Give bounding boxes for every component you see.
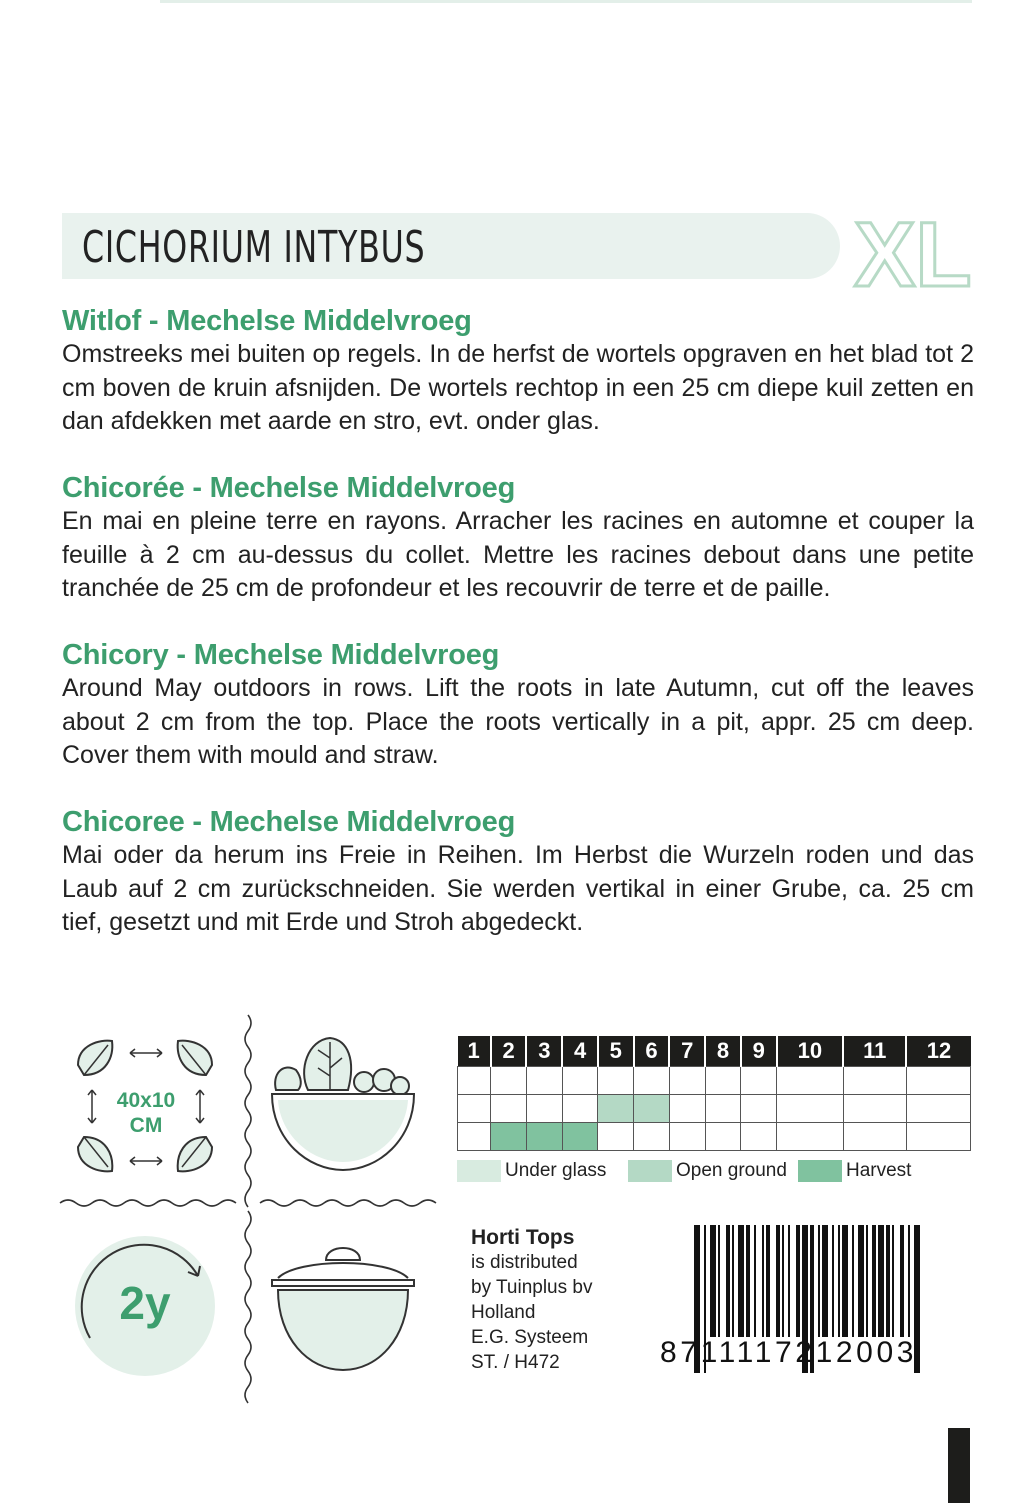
section-body: Omstreeks mei buiten op regels. In de herfst de wortels opgraven en het blad tot 2 cm boven de kruin afsnijden. De wortels rechtop in een 25 cm diepe kuil zetten en dan afdekken met aarde en stro, evt. onder glas.	[62, 340, 974, 435]
barcode-bar	[762, 1225, 764, 1337]
barcode-bar	[838, 1225, 840, 1337]
calendar-cell	[741, 1094, 777, 1122]
salad-bowl-icon	[268, 1030, 418, 1180]
month-header: 5	[598, 1036, 634, 1066]
month-header: 6	[634, 1036, 670, 1066]
barcode-bar	[872, 1225, 876, 1337]
calendar-cell	[634, 1122, 670, 1150]
calendar-cell	[458, 1122, 491, 1150]
legend-label: Harvest	[846, 1160, 912, 1181]
calendar-cell	[777, 1066, 843, 1094]
calendar-cell	[458, 1094, 491, 1122]
legend-swatch	[457, 1160, 501, 1182]
latin-name: CICHORIUM INTYBUS	[82, 222, 426, 273]
month-header: 3	[526, 1036, 562, 1066]
month-header: 1	[458, 1036, 491, 1066]
calendar-cell	[634, 1066, 670, 1094]
barcode-bar	[710, 1225, 716, 1337]
calendar-cell	[562, 1094, 598, 1122]
barcode-bar	[878, 1225, 884, 1337]
month-header: 8	[705, 1036, 741, 1066]
barcode-bar	[832, 1225, 834, 1337]
calendar-cell	[598, 1094, 634, 1122]
month-header: 2	[491, 1036, 527, 1066]
calendar-cell	[491, 1094, 527, 1122]
calendar-cell	[906, 1094, 970, 1122]
barcode-bar	[766, 1225, 770, 1337]
barcode-bar	[746, 1225, 750, 1337]
section-body: Around May outdoors in rows. Lift the roots in late Autumn, cut off the leaves about 2 cm from the top. Place the roots vertically in a pit, appr. 25 cm deep. Cover them with mould and straw.	[62, 674, 974, 769]
calendar-cell	[843, 1094, 906, 1122]
calendar-cell	[526, 1066, 562, 1094]
calendar-cell	[458, 1066, 491, 1094]
section-english	[62, 638, 974, 773]
calendar-cell	[741, 1122, 777, 1150]
sowing-calendar	[457, 1036, 971, 1151]
section-body: Mai oder da herum ins Freie in Reihen. Im Herbst die Wurzeln roden und das Laub auf 2 cm zurückschneiden. Sie werden vertikal in einer Grube, ca. 25 cm tief, gesetzt und mit Erde und Stroh abgedeckt.	[62, 841, 974, 936]
month-header: 10	[777, 1036, 843, 1066]
calendar-cell	[705, 1066, 741, 1094]
section-german	[62, 805, 974, 940]
calendar-cell	[598, 1066, 634, 1094]
calendar-cell	[491, 1122, 527, 1150]
calendar-cell	[669, 1122, 705, 1150]
distributor-line: is distributed	[471, 1252, 578, 1273]
legend-label: Under glass	[505, 1160, 607, 1181]
barcode-bar	[732, 1225, 734, 1337]
xl-badge-text: XL	[854, 204, 972, 306]
barcode-bar	[866, 1225, 868, 1337]
calendar-row-open-ground	[458, 1094, 971, 1122]
barcode-number: 8711117212003	[660, 1336, 918, 1369]
calendar-cell	[906, 1066, 970, 1094]
legend-harvest	[798, 1158, 911, 1184]
cooking-pot-icon	[268, 1228, 418, 1378]
month-header: 12	[906, 1036, 970, 1066]
barcode-bar	[754, 1225, 756, 1337]
calendar-cell	[705, 1094, 741, 1122]
barcode-bar	[788, 1225, 790, 1337]
calendar-row-under-glass	[458, 1066, 971, 1094]
wavy-divider-horizontal	[60, 1193, 440, 1213]
calendar-row-harvest	[458, 1122, 971, 1150]
distributor-info	[471, 1225, 592, 1375]
calendar-cell	[526, 1094, 562, 1122]
calendar-cell	[843, 1066, 906, 1094]
barcode-bar	[738, 1225, 744, 1337]
calendar-cell	[598, 1122, 634, 1150]
month-header: 4	[562, 1036, 598, 1066]
distributor-line: ST. / H472	[471, 1352, 560, 1373]
section-french	[62, 471, 974, 606]
calendar-cell	[777, 1122, 843, 1150]
calendar-cell	[562, 1066, 598, 1094]
spacing-label	[108, 1088, 184, 1138]
calendar-cell	[777, 1094, 843, 1122]
distributor-brand: Horti Tops	[471, 1226, 575, 1249]
barcode-bar	[796, 1225, 800, 1337]
calendar-cell	[669, 1094, 705, 1122]
calendar-cell	[705, 1122, 741, 1150]
month-header: 9	[741, 1036, 777, 1066]
spacing-unit: CM	[129, 1114, 163, 1137]
barcode-bar	[776, 1225, 780, 1337]
barcode-bar	[900, 1225, 904, 1337]
spacing-value: 40x10	[116, 1089, 176, 1112]
calendar-cell	[741, 1066, 777, 1094]
calendar-cell	[906, 1122, 970, 1150]
section-title: Witlof - Mechelse Middelvroeg	[62, 305, 472, 337]
barcode-bar	[818, 1225, 820, 1337]
section-title: Chicorée - Mechelse Middelvroeg	[62, 472, 516, 504]
barcode-bar	[892, 1225, 894, 1337]
distributor-line: E.G. Systeem	[471, 1327, 589, 1348]
barcode-bar	[908, 1225, 910, 1337]
calendar-cell	[491, 1066, 527, 1094]
section-body: En mai en pleine terre en rayons. Arracher les racines en automne et couper la feuille à 2 cm au-dessus du collet. Mettre les racines debout dans une petite tranchée de 25 cm de profondeur et les recouvrir de terre et de paille.	[62, 507, 974, 602]
legend-open-ground	[628, 1158, 787, 1184]
distributor-line: by Tuinplus bv	[471, 1277, 593, 1298]
legend-under-glass	[457, 1158, 606, 1184]
month-header: 11	[843, 1036, 906, 1066]
lifecycle-label: 2y	[119, 1277, 171, 1329]
barcode-bar	[852, 1225, 854, 1337]
barcode-bar	[726, 1225, 730, 1337]
distributor-line: Holland	[471, 1302, 536, 1323]
section-title: Chicory - Mechelse Middelvroeg	[62, 639, 500, 671]
calendar-cell	[526, 1122, 562, 1150]
legend-swatch	[798, 1160, 842, 1182]
calendar-cell	[634, 1094, 670, 1122]
section-title: Chicoree - Mechelse Middelvroeg	[62, 806, 516, 838]
barcode-bar	[842, 1225, 848, 1337]
section-dutch	[62, 304, 974, 439]
top-divider	[160, 0, 972, 3]
barcode-bar	[858, 1225, 864, 1337]
barcode-bar	[886, 1225, 890, 1337]
month-header: 7	[669, 1036, 705, 1066]
legend-swatch	[628, 1160, 672, 1182]
legend-label: Open ground	[676, 1160, 787, 1181]
calendar-cell	[669, 1066, 705, 1094]
barcode-bar	[782, 1225, 784, 1337]
barcode-bar	[822, 1225, 828, 1337]
calendar-cell	[843, 1122, 906, 1150]
edge-marker	[948, 1428, 970, 1503]
barcode-bar	[718, 1225, 720, 1337]
calendar-month-row	[458, 1036, 971, 1066]
xl-badge	[852, 204, 972, 306]
calendar-cell	[562, 1122, 598, 1150]
